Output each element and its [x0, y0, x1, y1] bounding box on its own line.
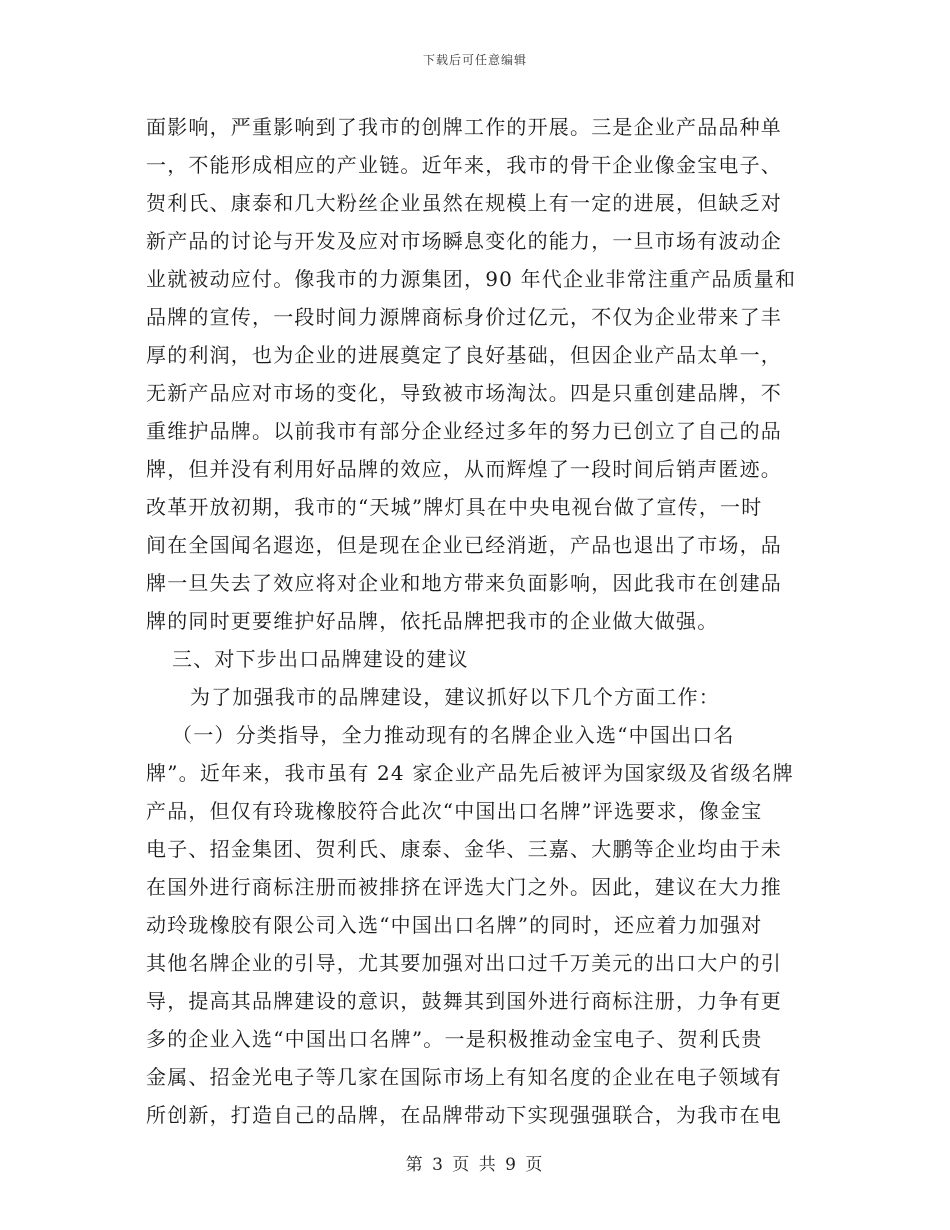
page-header: 下载后可任意编辑	[422, 53, 527, 67]
text-line: 为了加强我市的品牌建设，建议抓好以下几个方面工作：	[190, 685, 720, 709]
text-line: 重维护品牌。以前我市有部分企业经过多年的努力已创立了自己的品	[146, 419, 782, 443]
text-line: 一，不能形成相应的产业链。近年来，我市的骨干企业像金宝电子、	[146, 153, 782, 177]
text-line: 牌一旦失去了效应将对企业和地方带来负面影响，因此我市在创建品	[146, 571, 782, 595]
section-heading: 三、对下步出口品牌建设的建议	[172, 647, 469, 671]
text-line: 动玲珑橡胶有限公司入选“中国出口名牌”的同时，还应着力加强对	[146, 913, 763, 937]
text-line: 间在全国闻名遐迩，但是现在企业已经消逝，产品也退出了市场，品	[146, 533, 782, 557]
text-line: 厚的利润，也为企业的进展奠定了良好基础，但因企业产品太单一，	[146, 343, 782, 367]
text-line: 金属、招金光电子等几家在国际市场上有知名度的企业在电子领域有	[146, 1065, 782, 1089]
text-line: 品牌的宣传，一段时间力源牌商标身价过亿元，不仅为企业带来了丰	[146, 305, 782, 329]
text-line: 所创新，打造自己的品牌，在品牌带动下实现强强联合，为我市在电	[146, 1103, 782, 1127]
text-line: 在国外进行商标注册而被排挤在评选大门之外。因此，建议在大力推	[146, 875, 782, 899]
document-body	[146, 108, 806, 1134]
text-line: 牌的同时更要维护好品牌，依托品牌把我市的企业做大做强。	[146, 609, 719, 633]
text-line: 面影响，严重影响到了我市的创牌工作的开展。三是企业产品品种单	[146, 115, 782, 139]
text-line: 贺利氏、康泰和几大粉丝企业虽然在规模上有一定的进展，但缺乏对	[146, 191, 782, 215]
text-line: 多的企业入选“中国出口名牌”。一是积极推动金宝电子、贺利氏贵	[146, 1027, 763, 1051]
text-line: 导，提高其品牌建设的意识，鼓舞其到国外进行商标注册，力争有更	[146, 989, 782, 1013]
page-number: 第 3 页 共 9 页	[405, 1155, 545, 1175]
text-line: 其他名牌企业的引导，尤其要加强对出口过千万美元的出口大户的引	[146, 951, 782, 975]
text-line: 电子、招金集团、贺利氏、康泰、金华、三嘉、大鹏等企业均由于未	[146, 837, 782, 861]
text-line: 无新产品应对市场的变化，导致被市场淘汰。四是只重创建品牌，不	[146, 381, 782, 405]
text-line: 牌，但并没有利用好品牌的效应，从而辉煌了一段时间后销声匿迹。	[146, 457, 782, 481]
text-line: 产品，但仅有玲珑橡胶符合此次“中国出口名牌”评选要求，像金宝	[146, 799, 763, 823]
text-line: 业就被动应付。像我市的力源集团，90 年代企业非常注重产品质量和	[146, 267, 797, 291]
text-line: 牌”。近年来，我市虽有 24 家企业产品先后被评为国家级及省级名牌	[146, 761, 794, 785]
text-line: 新产品的讨论与开发及应对市场瞬息变化的能力，一旦市场有波动企	[146, 229, 782, 253]
text-line: 改革开放初期，我市的“天城”牌灯具在中央电视台做了宣传，一时	[146, 495, 763, 519]
subsection-heading: （一）分类指导，全力推动现有的名牌企业入选“中国出口名	[172, 723, 735, 747]
